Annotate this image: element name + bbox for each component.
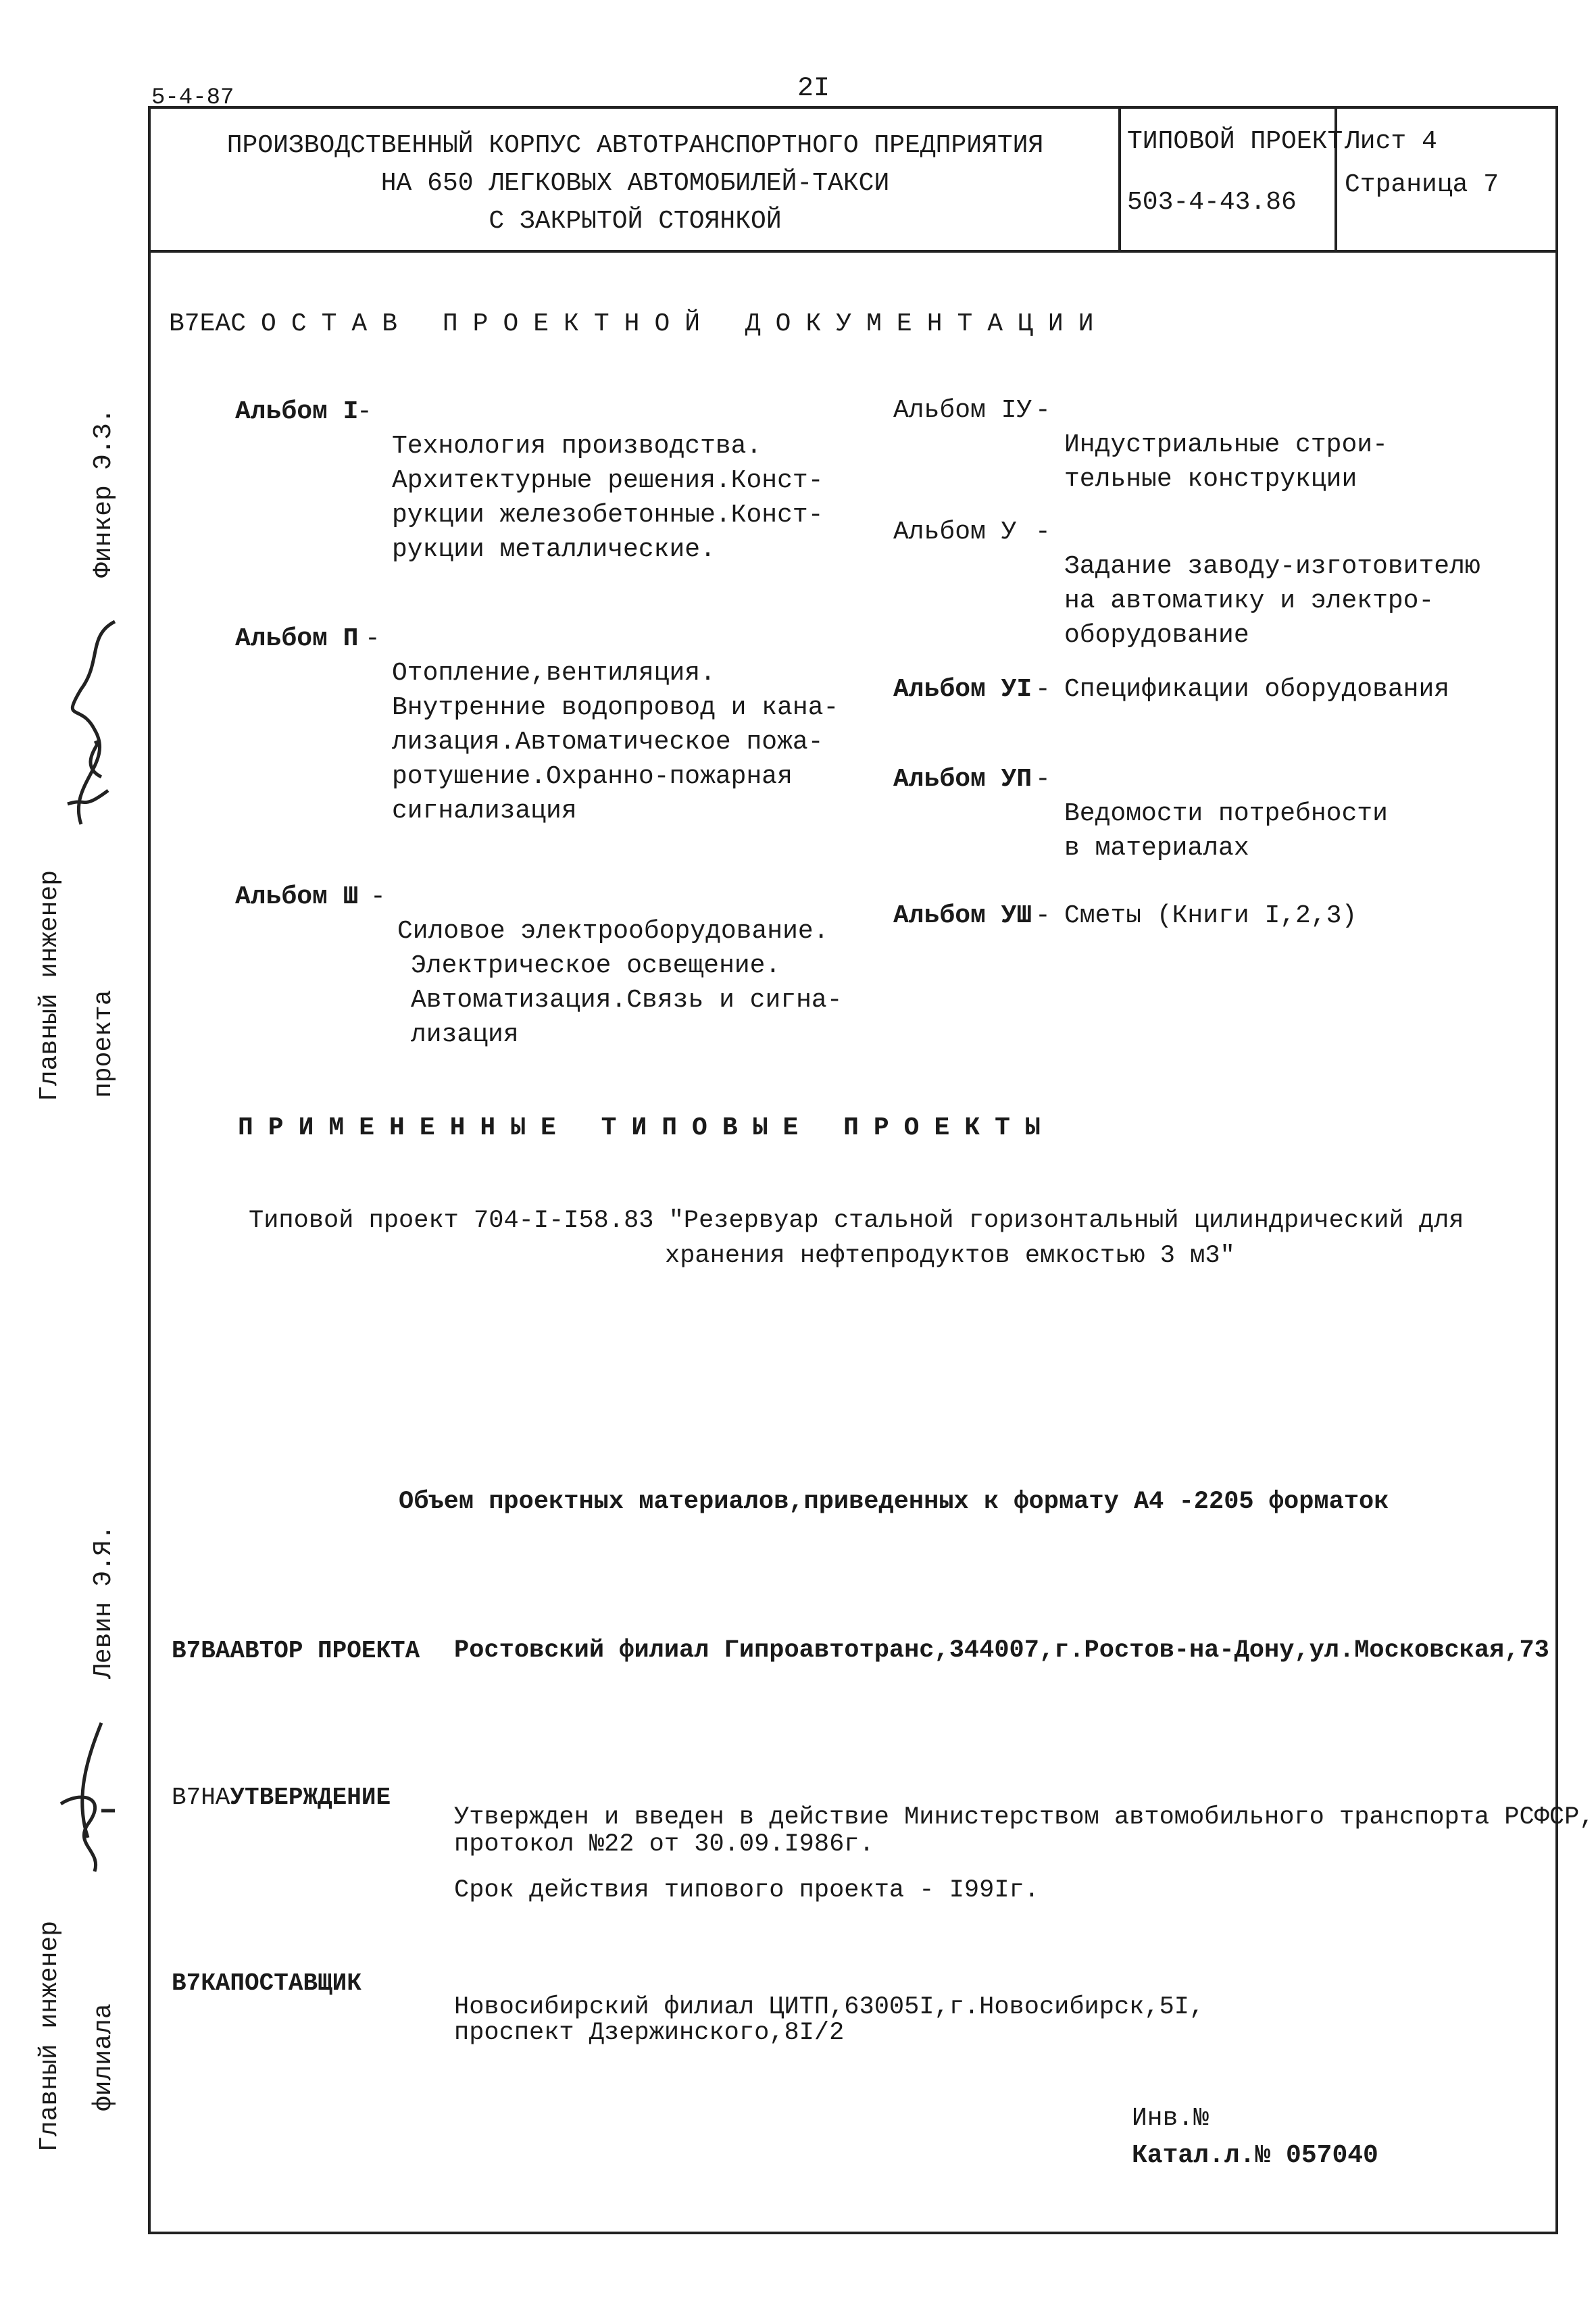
composition-code: В7ЕА — [169, 309, 231, 338]
album-8-text: Сметы (Книги I,2,3) — [1064, 901, 1357, 930]
album-5-line: оборудование — [1064, 621, 1249, 650]
project-number: 503-4-43.86 — [1127, 188, 1297, 217]
album-2-line: Внутренние водопровод и кана- — [392, 693, 839, 722]
side-chief-engineer-branch-1: Главный инженер — [35, 1920, 64, 2152]
title-block-bottom-line — [148, 250, 1558, 253]
side-person-1: Финкер Э.З. — [89, 408, 118, 578]
album-4-dash: - — [1035, 396, 1051, 425]
inventory-number: Инв.№ — [1132, 2104, 1210, 2133]
album-5-text — [1064, 515, 1480, 653]
supplier-text — [454, 1966, 1204, 2046]
album-2-text — [392, 622, 839, 828]
supplier-label: ПОСТАВЩИК — [230, 1969, 361, 1997]
album-4-line: Индустриальные строи- — [1064, 430, 1388, 459]
album-2-line: сигнализация — [392, 797, 577, 826]
approval-label: УТВЕРЖДЕНИЕ — [230, 1784, 391, 1811]
album-5-label: Альбом У — [893, 518, 1017, 547]
album-8-label: Альбом УШ — [893, 901, 1032, 930]
album-3-line: Силовое электрооборудование. — [397, 917, 829, 946]
album-1-line: Технология производства. — [392, 432, 762, 461]
album-2-line: ротушение.Охранно-пожарная — [392, 762, 793, 791]
title-line-2: НА 650 ЛЕГКОВЫХ АВТОМОБИЛЕЙ-ТАКСИ — [380, 169, 890, 198]
album-1-line: рукции железобетонные.Конст- — [392, 501, 824, 530]
title-block — [152, 127, 1118, 241]
album-5-dash: - — [1035, 518, 1051, 547]
album-2-line: Отопление,вентиляция. — [392, 659, 716, 688]
album-3-label: Альбом Ш — [235, 882, 359, 911]
page-number: 2I — [797, 74, 830, 104]
approval-section — [172, 1780, 391, 1815]
album-1-line: Архитектурные решения.Конст- — [392, 466, 824, 495]
approval-line: Утвержден и введен в действие Министерством автомобильного транспорта РСФСР, — [454, 1803, 1595, 1832]
album-1-line: рукции металлические. — [392, 535, 716, 564]
album-1-dash: - — [357, 397, 372, 426]
applied-project-line-1: Типовой проект 704-I-I58.83 "Резервуар стальной горизонтальный цилиндрический для — [249, 1207, 1464, 1235]
supplier-code: В7КА — [172, 1969, 230, 1997]
album-5-line: на автоматику и электро- — [1064, 586, 1435, 615]
signature-1-icon — [41, 608, 135, 838]
album-4-text — [1064, 393, 1388, 497]
album-3-dash: - — [370, 882, 386, 911]
side-chief-engineer-project-1: Главный инженер — [35, 870, 64, 1101]
album-2-dash: - — [365, 624, 380, 653]
album-2-line: лизация.Автоматическое пожа- — [392, 728, 824, 757]
applied-projects-heading: ПРИМЕНЕННЫЕ ТИПОВЫЕ ПРОЕКТЫ — [238, 1113, 1055, 1142]
supplier-line: проспект Дзержинского,8I/2 — [454, 2019, 845, 2047]
album-5-line: Задание заводу-изготовителю — [1064, 552, 1480, 581]
sheet-code: 5-4-87 — [151, 85, 234, 111]
album-2-label: Альбом П — [235, 624, 359, 653]
supplier-section — [172, 1966, 361, 2001]
approval-line: Срок действия типового проекта - I99Iг. — [454, 1876, 1039, 1905]
album-1-label: Альбом I — [235, 397, 359, 426]
album-7-label: Альбом УП — [893, 765, 1032, 794]
catalog-number: Катал.л.№ 057040 — [1132, 2141, 1378, 2170]
album-8-dash: - — [1035, 901, 1051, 930]
album-6-text: Спецификации оборудования — [1064, 675, 1450, 704]
album-7-line: в материалах — [1064, 834, 1249, 863]
album-1-text — [392, 395, 824, 567]
side-chief-engineer-branch-2: филиала — [89, 2003, 118, 2111]
title-block-divider-1 — [1118, 106, 1121, 251]
side-chief-engineer-project-2: проекта — [89, 990, 118, 1098]
volume-text: Объем проектных материалов,приведенных к формату А4 -2205 форматок — [399, 1488, 1389, 1516]
approval-line: протокол №22 от 30.09.I986г. — [454, 1830, 874, 1859]
title-line-1: ПРОИЗВОДСТВЕННЫЙ КОРПУС АВТОТРАНСПОРТНОГО ПРЕДПРИЯТИЯ — [226, 131, 1044, 160]
applied-project-line-2: хранения нефтепродуктов емкостью 3 м3" — [665, 1242, 1235, 1270]
album-6-dash: - — [1035, 675, 1051, 704]
author-section — [172, 1634, 420, 1668]
album-3-line: Электрическое освещение. — [411, 951, 781, 980]
side-person-2: Левин Э.Я. — [89, 1524, 118, 1679]
album-6-label: Альбом УI — [893, 675, 1032, 704]
album-7-line: Ведомости потребности — [1064, 799, 1388, 828]
approval-code: В7НА — [172, 1784, 230, 1811]
album-7-dash: - — [1035, 765, 1051, 794]
album-4-label: Альбом IУ — [893, 396, 1032, 425]
composition-title: СОСТАВ ПРОЕКТНОЙ ДОКУМЕНТАЦИИ — [230, 309, 1109, 338]
signature-2-icon — [47, 1716, 122, 1878]
page-label: Страница 7 — [1345, 170, 1499, 199]
author-code: В7ВА — [172, 1637, 230, 1665]
album-3-line: лизация — [411, 1020, 519, 1049]
author-label: АВТОР ПРОЕКТА — [230, 1637, 420, 1665]
author-text: Ростовский филиал Гипроавтотранс,344007,г.Ростов-на-Дону,ул.Московская,73 — [454, 1636, 1549, 1665]
album-7-text — [1064, 762, 1388, 865]
title-line-3: С ЗАКРЫТОЙ СТОЯНКОЙ — [489, 207, 782, 236]
album-3-text — [397, 880, 843, 1052]
approval-text — [454, 1776, 1594, 1904]
album-3-line: Автоматизация.Связь и сигна- — [411, 986, 843, 1015]
album-4-line: тельные конструкции — [1064, 465, 1357, 494]
composition-heading — [169, 309, 1109, 338]
supplier-line: Новосибирский филиал ЦИТП,63005I,г.Новосибирск,5I, — [454, 1993, 1205, 2021]
sheet-label: Лист 4 — [1345, 127, 1437, 156]
project-label: ТИПОВОЙ ПРОЕКТ — [1127, 127, 1343, 156]
